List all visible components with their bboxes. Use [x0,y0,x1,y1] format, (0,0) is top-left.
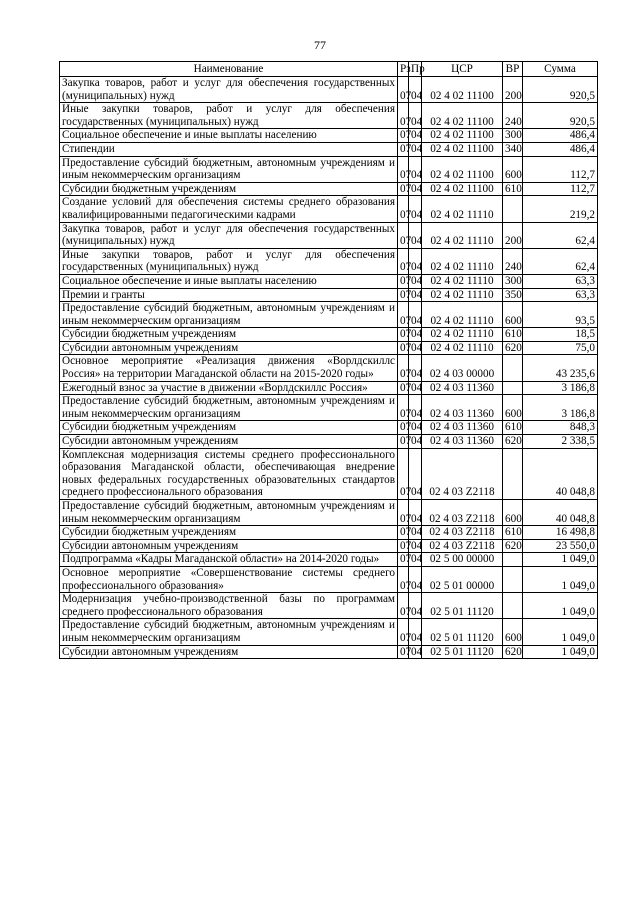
row-csr: 02 5 01 00000 [422,566,503,592]
table-row [60,355,598,381]
table-row [60,435,598,449]
table-row [60,274,598,288]
row-sum: 920,5 [523,77,598,103]
row-vr: 610 [503,526,523,540]
row-name: Субсидии автономным учреждениям [60,645,398,659]
row-sum: 1 049,0 [523,619,598,645]
header-vr: ВР [503,62,523,77]
row-rz: 07 [398,77,409,103]
row-vr [503,593,523,619]
row-vr: 620 [503,341,523,355]
row-pr: 04 [409,142,422,156]
row-vr [503,553,523,567]
row-name: Предоставление субсидий бюджетным, автономным учреждениям и иным некоммерческим организациям [60,619,398,645]
row-vr: 350 [503,288,523,302]
row-name: Основное мероприятие «Реализация движения «Ворлдскиллс Россия» на территории Магаданской области на 2015-2020 годы» [60,355,398,381]
row-vr: 200 [503,77,523,103]
row-sum: 486,4 [523,129,598,143]
row-name: Предоставление субсидий бюджетным, автономным учреждениям и иным некоммерческим организациям [60,500,398,526]
row-sum: 2 338,5 [523,435,598,449]
header-rz: Рз [398,62,409,77]
row-pr: 04 [409,500,422,526]
row-rz: 07 [398,328,409,342]
row-vr: 340 [503,142,523,156]
row-vr: 300 [503,274,523,288]
row-vr: 240 [503,103,523,129]
row-name: Ежегодный взнос за участие в движении «Ворлдскиллс Россия» [60,381,398,395]
header-pr: Пр [409,62,422,77]
row-name: Премии и гранты [60,288,398,302]
table-row [60,526,598,540]
row-pr: 04 [409,645,422,659]
table-row [60,77,598,103]
row-csr: 02 4 02 11110 [422,248,503,274]
table-row [60,142,598,156]
row-csr: 02 4 03 11360 [422,381,503,395]
row-sum: 93,5 [523,302,598,328]
row-sum: 3 186,8 [523,395,598,421]
row-csr: 02 4 02 11100 [422,129,503,143]
row-pr: 04 [409,103,422,129]
row-vr: 600 [503,156,523,182]
row-pr: 04 [409,156,422,182]
row-sum: 848,3 [523,421,598,435]
row-sum: 75,0 [523,341,598,355]
row-rz: 07 [398,302,409,328]
table-row [60,302,598,328]
row-csr: 02 4 02 11110 [422,341,503,355]
row-csr: 02 5 00 00000 [422,553,503,567]
table-row [60,288,598,302]
row-sum: 40 048,8 [523,448,598,499]
row-name: Субсидии бюджетным учреждениям [60,526,398,540]
row-pr: 04 [409,355,422,381]
row-csr: 02 4 02 11110 [422,274,503,288]
row-pr: 04 [409,448,422,499]
row-sum: 16 498,8 [523,526,598,540]
row-vr: 620 [503,539,523,553]
table-row [60,553,598,567]
row-csr: 02 5 01 11120 [422,593,503,619]
row-csr: 02 4 03 Z2118 [422,448,503,499]
row-csr: 02 4 02 11100 [422,77,503,103]
row-csr: 02 4 02 11110 [422,328,503,342]
row-pr: 04 [409,619,422,645]
table-body [60,77,598,659]
row-vr: 600 [503,619,523,645]
row-rz: 07 [398,553,409,567]
header-name: Наименование [60,62,398,77]
row-vr: 600 [503,395,523,421]
row-sum: 112,7 [523,182,598,196]
row-pr: 04 [409,77,422,103]
row-sum: 3 186,8 [523,381,598,395]
row-pr: 04 [409,328,422,342]
row-name: Закупка товаров, работ и услуг для обеспечения государственных (муниципальных) нужд [60,77,398,103]
row-rz: 07 [398,129,409,143]
row-csr: 02 4 02 11110 [422,196,503,222]
row-vr: 610 [503,421,523,435]
header-sum: Сумма [523,62,598,77]
row-pr: 04 [409,526,422,540]
row-rz: 07 [398,619,409,645]
row-rz: 07 [398,156,409,182]
row-rz: 07 [398,500,409,526]
row-rz: 07 [398,381,409,395]
table-row [60,129,598,143]
table-row [60,381,598,395]
row-rz: 07 [398,566,409,592]
table-row [60,341,598,355]
row-name: Закупка товаров, работ и услуг для обеспечения государственных (муниципальных) нужд [60,222,398,248]
table-row [60,248,598,274]
row-vr [503,381,523,395]
table-row [60,539,598,553]
row-name: Комплексная модернизация системы среднего профессионального образования Магаданской области, обеспечивающая внедрение новых федеральных государственных образовательных стандартов среднего профессионального образования [60,448,398,499]
row-pr: 04 [409,274,422,288]
row-csr: 02 4 02 11110 [422,288,503,302]
row-name: Субсидии бюджетным учреждениям [60,182,398,196]
table-header [60,62,598,77]
row-sum: 1 049,0 [523,645,598,659]
row-sum: 1 049,0 [523,553,598,567]
row-rz: 07 [398,103,409,129]
table-row [60,103,598,129]
row-sum: 43 235,6 [523,355,598,381]
row-name: Стипендии [60,142,398,156]
row-csr: 02 4 03 Z2118 [422,500,503,526]
row-vr: 620 [503,435,523,449]
row-sum: 486,4 [523,142,598,156]
table-row [60,645,598,659]
row-vr: 240 [503,248,523,274]
row-sum: 18,5 [523,328,598,342]
row-name: Субсидии автономным учреждениям [60,539,398,553]
table-row [60,395,598,421]
table-row [60,156,598,182]
row-rz: 07 [398,435,409,449]
row-name: Создание условий для обеспечения системы среднего образования квалифицированными педагогическими кадрами [60,196,398,222]
row-pr: 04 [409,222,422,248]
row-vr [503,566,523,592]
row-pr: 04 [409,435,422,449]
row-name: Социальное обеспечение и иные выплаты населению [60,274,398,288]
row-sum: 63,3 [523,274,598,288]
row-name: Предоставление субсидий бюджетным, автономным учреждениям и иным некоммерческим организациям [60,395,398,421]
row-vr [503,196,523,222]
row-rz: 07 [398,395,409,421]
row-pr: 04 [409,341,422,355]
row-sum: 1 049,0 [523,566,598,592]
header-csr: ЦСР [422,62,503,77]
row-pr: 04 [409,566,422,592]
row-vr: 610 [503,328,523,342]
row-csr: 02 4 03 Z2118 [422,539,503,553]
row-pr: 04 [409,553,422,567]
row-pr: 04 [409,302,422,328]
row-sum: 219,2 [523,196,598,222]
table-row [60,421,598,435]
row-csr: 02 4 02 11100 [422,182,503,196]
row-rz: 07 [398,448,409,499]
row-sum: 40 048,8 [523,500,598,526]
table-row [60,593,598,619]
row-name: Предоставление субсидий бюджетным, автономным учреждениям и иным некоммерческим организациям [60,302,398,328]
row-csr: 02 4 02 11110 [422,302,503,328]
row-rz: 07 [398,248,409,274]
row-rz: 07 [398,341,409,355]
row-sum: 23 550,0 [523,539,598,553]
page-number: 77 [314,38,326,52]
table-row [60,328,598,342]
row-sum: 63,3 [523,288,598,302]
row-csr: 02 4 03 11360 [422,395,503,421]
row-name: Иные закупки товаров, работ и услуг для обеспечения государственных (муниципальных) нужд [60,103,398,129]
row-vr: 600 [503,302,523,328]
row-rz: 07 [398,593,409,619]
row-sum: 62,4 [523,222,598,248]
row-pr: 04 [409,421,422,435]
row-pr: 04 [409,248,422,274]
row-sum: 1 049,0 [523,593,598,619]
row-rz: 07 [398,142,409,156]
row-sum: 920,5 [523,103,598,129]
row-pr: 04 [409,381,422,395]
row-csr: 02 4 03 11360 [422,421,503,435]
row-csr: 02 4 02 11110 [422,222,503,248]
row-name: Субсидии бюджетным учреждениям [60,328,398,342]
row-rz: 07 [398,288,409,302]
row-name: Модернизация учебно-производственной базы по программам среднего профессионального образования [60,593,398,619]
row-csr: 02 4 02 11100 [422,156,503,182]
row-vr: 200 [503,222,523,248]
row-rz: 07 [398,645,409,659]
header-row [60,62,598,77]
row-pr: 04 [409,182,422,196]
row-name: Субсидии автономным учреждениям [60,435,398,449]
row-pr: 04 [409,395,422,421]
row-csr: 02 5 01 11120 [422,645,503,659]
row-rz: 07 [398,539,409,553]
row-csr: 02 5 01 11120 [422,619,503,645]
row-name: Социальное обеспечение и иные выплаты населению [60,129,398,143]
row-vr [503,448,523,499]
row-pr: 04 [409,129,422,143]
row-name: Основное мероприятие «Совершенствование системы среднего профессионального образования» [60,566,398,592]
row-vr [503,355,523,381]
row-rz: 07 [398,355,409,381]
row-rz: 07 [398,274,409,288]
row-pr: 04 [409,539,422,553]
table-row [60,619,598,645]
row-name: Субсидии бюджетным учреждениям [60,421,398,435]
row-vr: 620 [503,645,523,659]
row-pr: 04 [409,593,422,619]
row-pr: 04 [409,196,422,222]
row-vr: 300 [503,129,523,143]
table-row [60,196,598,222]
row-rz: 07 [398,421,409,435]
row-pr: 04 [409,288,422,302]
row-rz: 07 [398,526,409,540]
row-name: Предоставление субсидий бюджетным, автономным учреждениям и иным некоммерческим организациям [60,156,398,182]
row-rz: 07 [398,182,409,196]
table-row [60,182,598,196]
row-csr: 02 4 02 11100 [422,103,503,129]
row-vr: 610 [503,182,523,196]
row-csr: 02 4 02 11100 [422,142,503,156]
row-sum: 62,4 [523,248,598,274]
row-name: Субсидии автономным учреждениям [60,341,398,355]
row-csr: 02 4 03 11360 [422,435,503,449]
table-row [60,448,598,499]
budget-table [59,61,598,659]
row-sum: 112,7 [523,156,598,182]
row-rz: 07 [398,196,409,222]
row-vr: 600 [503,500,523,526]
row-name: Иные закупки товаров, работ и услуг для обеспечения государственных (муниципальных) нужд [60,248,398,274]
row-csr: 02 4 03 Z2118 [422,526,503,540]
table-row [60,500,598,526]
row-rz: 07 [398,222,409,248]
table-row [60,566,598,592]
table-row [60,222,598,248]
row-name: Подпрограмма «Кадры Магаданской области» на 2014-2020 годы» [60,553,398,567]
row-csr: 02 4 03 00000 [422,355,503,381]
